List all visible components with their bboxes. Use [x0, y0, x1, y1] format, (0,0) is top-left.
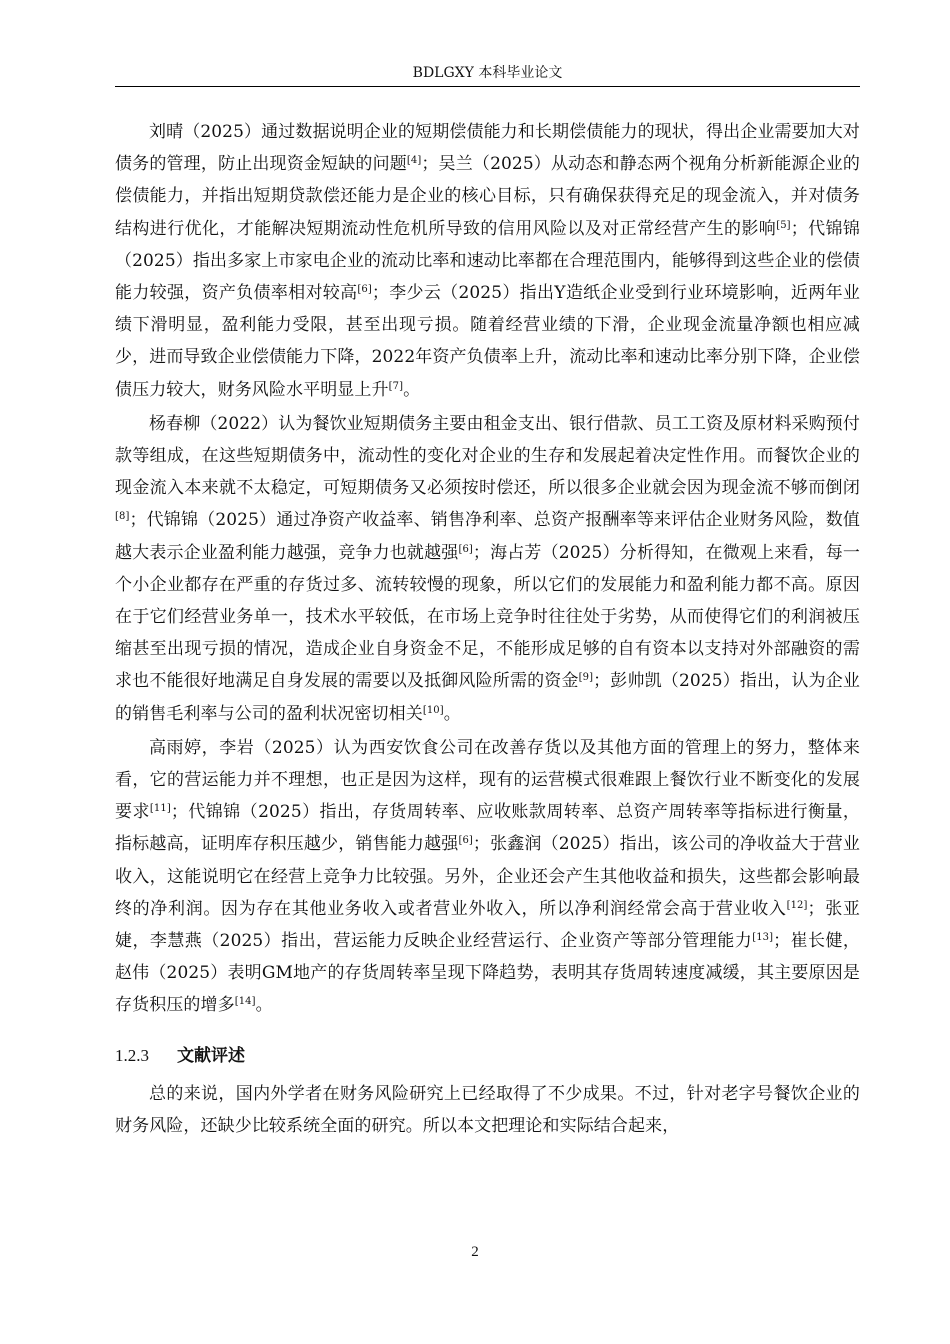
citation-4[interactable]: [4]: [406, 155, 422, 167]
paragraph-review: [115, 1078, 860, 1142]
citation-6[interactable]: [6]: [458, 543, 473, 555]
citation-7[interactable]: [7]: [388, 380, 404, 392]
text-run: ；李少云（2025）指出Y造纸企业受到行业环境影响，近两年业绩下滑明显，盈利能力受限，甚至出现亏损。随着经营业绩的下滑，企业现金流量净额也相应减少，进而导致企业偿债能力下降，2022年资产负债率上升，流动比率和速动比率分别下降，企业偿债压力较大，财务风险水平明显上升: [115, 283, 860, 400]
text-run: ；张鑫润（2025）指出，该公司的净收益大于营业收入，这能说明它在经营上竞争力比较强。另外，企业还会产生其他收益和损失，这些都会影响最终的净利润。因为存在其他业务收入或者营业外收入，所以净利润经常会高于营业收入: [115, 834, 860, 919]
running-header: [115, 60, 860, 87]
citation-6[interactable]: [6]: [357, 284, 372, 296]
text-run: ；代锦锦（2025）通过净资产收益率、销售净利率、总资产报酬率等来评估企业财务风险，数值越大表示企业盈利能力越强，竞争力也就越强: [115, 510, 860, 563]
citation-11[interactable]: [11]: [149, 803, 171, 815]
citation-5[interactable]: [5]: [776, 219, 791, 231]
citation-9[interactable]: [9]: [578, 672, 594, 684]
citation-6[interactable]: [6]: [458, 835, 473, 847]
section-heading: [115, 1040, 860, 1072]
text-run: 。: [255, 995, 273, 1016]
text-run: 高雨婷，李岩（2025）认为西安饮食公司在改善存货以及其他方面的管理上的努力，整体来看，它的营运能力并不理想，也正是因为这样，现有的运营模式很难跟上餐饮行业不断变化的发展要求: [115, 737, 860, 823]
page-body: [115, 116, 860, 1142]
text-run: ；吴兰（2025）从动态和静态两个视角分析新能源企业的偿债能力，并指出短期贷款偿还能力是企业的核心目标，只有确保获得充足的现金流入，并对债务结构进行优化，才能解决短期流动性危机所导致的信用风险以及对正常经营产生的影响: [115, 154, 860, 239]
text-run: ；张亚婕，李慧燕（2025）指出，营运能力反映企业经营运行、企业资产等部分管理能力: [115, 898, 860, 952]
text-run: ；海占芳（2025）分析得知，在微观上来看，每一个小企业都存在严重的存货过多、流转较慢的现象，所以它们的发展能力和盈利能力都不高。原因在于它们经营业务单一，技术水平较低，在市场上竞争时往往处于劣势，从而使得它们的利润被压缩甚至出现亏损的情况，造成企业自身资金不足，不能形成足够的自有资本以支持对外部融资的需求也不能很好地满足自身发展的需要以及抵御风险所需的资金: [115, 542, 860, 692]
text-run: ；代锦锦（2025）指出，存货周转率、应收账款周转率、总资产周转率等指标进行衡量，指标越高，证明库存积压越少，销售能力越强: [115, 802, 860, 855]
section-title: 文献评述: [177, 1045, 245, 1066]
page-number: 2: [471, 1244, 479, 1260]
citation-8[interactable]: [8]: [115, 511, 130, 523]
citation-10[interactable]: [10]: [422, 704, 444, 716]
paragraph-operating-capacity: [115, 732, 860, 1022]
citation-12[interactable]: [12]: [786, 899, 808, 911]
section-number: 1.2.3: [115, 1045, 149, 1065]
text-run: 总的来说，国内外学者在财务风险研究上已经取得了不少成果。不过，针对老字号餐饮企业的财务风险，还缺少比较系统全面的研究。所以本文把理论和实际结合起来，: [115, 1083, 860, 1136]
text-run: 。: [403, 379, 421, 400]
citation-14[interactable]: [14]: [234, 996, 256, 1008]
text-run: ；崔长健，赵伟（2025）表明GM地产的存货周转率呈现下降趋势，表明其存货周转速度减缓，其主要原因是存货积压的增多: [115, 931, 861, 1016]
text-run: 杨春柳（2022）认为餐饮业短期债务主要由租金支出、银行借款、员工工资及原材料采购预付款等组成，在这些短期债务中，流动性的变化对企业的生存和发展起着决定性作用。而餐饮企业的现金流入本来就不太稳定，可短期债务又必须按时偿还，所以很多企业就会因为现金流不够而倒闭: [115, 413, 860, 499]
header-title: BDLGXY 本科毕业论文: [412, 65, 563, 81]
text-run: 。: [443, 703, 461, 724]
text-run: ；代锦锦（2025）指出多家上市家电企业的流动比率和速动比率都在合理范围内，能够得到这些企业的偿债能力较强，资产负债率相对较高: [115, 218, 860, 304]
text-run: 刘晴（2025）通过数据说明企业的短期偿债能力和长期偿债能力的现状，得出企业需要加大对债务的管理，防止出现资金短缺的问题: [115, 122, 860, 175]
citation-13[interactable]: [13]: [752, 932, 774, 944]
paragraph-profitability: [115, 408, 860, 730]
paragraph-solvency: [115, 116, 860, 406]
text-run: ；彭帅凯（2025）指出，认为企业的销售毛利率与公司的盈利状况密切相关: [115, 671, 861, 724]
